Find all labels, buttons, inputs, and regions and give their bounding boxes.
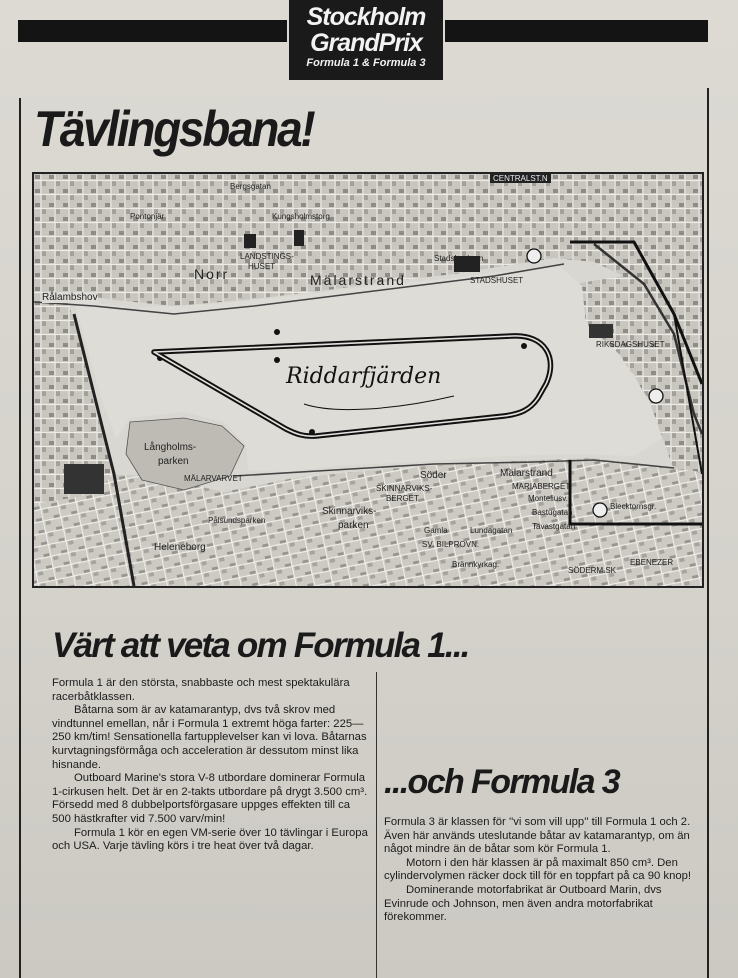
- map-label-sv-bilprovn: SV. BILPROVN.: [422, 540, 480, 549]
- stockholm-grandprix-logo: [287, 0, 445, 80]
- map-label-norr-malarstrand: Mälarstrand: [310, 272, 406, 288]
- map-label-centralstation: CENTRALST.N: [490, 174, 551, 183]
- f3-paragraph-1: Formula 3 är klassen för ''vi som vill upp'' till Formula 1 och 2. Även här används uteslutande båtar av katamarantyp, om än något mindre än de båtar som kör Formula 1.: [384, 816, 691, 856]
- map-label-stadshuset: STADSHUSET: [470, 276, 524, 285]
- section-body-formula1: [52, 677, 368, 854]
- course-buoy-2: [274, 357, 280, 363]
- map-label-lundagatan: Lundagatan: [470, 526, 513, 535]
- map-label-landstingshuset-2: HUSET: [248, 262, 276, 271]
- map-building-1: [244, 234, 256, 248]
- page-headline: Tävlingsbana!: [34, 101, 314, 157]
- map-marker-b2: [649, 389, 663, 403]
- map-label-ebenezer: EBENEZER: [630, 558, 674, 567]
- f1-paragraph-1: Formula 1 är den största, snabbaste och mest spektakulära racerbåtklassen.: [52, 677, 350, 703]
- course-buoy-1: [274, 329, 280, 335]
- map-label-skinnarviksberget-2: BERGET: [386, 494, 419, 503]
- map-label-tavastgatan: Tavastgatan: [532, 522, 576, 531]
- map-label-riddarfjarden: Riddarfjärden: [286, 364, 442, 389]
- f1-paragraph-2: Båtarna som är av katamarantyp, dvs två skrov med vindtunnel emellan, når i Formula 1 extremt höga farter: 225—250 km/tim! Sensationella fartupplevelser kan vi lova. Båtarnas kurvtagningsförmåga och acceleration är dessutom minst lika hisnande.: [52, 704, 367, 771]
- map-label-bastugatan: Bastugatan: [532, 508, 573, 517]
- map-label-landstingshuset-1: LANDSTINGS-: [240, 252, 294, 261]
- logo-line-2: GrandPrix: [310, 29, 422, 57]
- map-label-pontonjar: Pontonjär: [130, 212, 165, 221]
- map-label-parken: parken: [158, 456, 189, 467]
- section-body-formula3: [384, 816, 702, 925]
- map-building-east: [589, 324, 613, 338]
- map-label-soder-malarstrand: Mälarstrand: [500, 468, 553, 479]
- map-label-heleneborg: Heleneborg: [154, 542, 206, 553]
- map-building-2: [294, 230, 304, 246]
- course-buoy-5: [521, 343, 527, 349]
- map-label-kungsholmstorg: Kungsholmstorg: [272, 212, 330, 221]
- map-marker-b1: [527, 249, 541, 263]
- map-building-west: [64, 464, 104, 494]
- section-heading-formula1: Värt att veta om Formula 1...: [52, 626, 469, 665]
- map-label-langholms: Långholms-: [144, 442, 197, 453]
- map-label-mariaberget: MARIABERGET: [512, 482, 571, 491]
- map-label-soderm-sk: SÖDERM.SK: [568, 566, 617, 575]
- map-label-skinnarviksparken: parken: [338, 520, 369, 531]
- frame-line-left: [19, 98, 21, 978]
- map-label-skinnarviks: Skinnarviks-: [322, 506, 377, 517]
- map-label-gamla: Gamla: [424, 526, 448, 535]
- map-label-blecktornsgr: Blecktornsgr.: [610, 502, 657, 511]
- map-label-riksdagshuset: RIKSDAGSHUSET: [596, 340, 665, 349]
- map-label-norr: Norr: [194, 266, 230, 282]
- map-label-soder: Söder: [420, 470, 447, 481]
- section-heading-formula3: ...och Formula 3: [384, 763, 620, 801]
- map-label-bergsgatan: Bergsgatan: [230, 182, 271, 191]
- map-label-malarvarvet: MÄLARVARVET: [184, 474, 243, 483]
- map-label-monteliusv: Monteliusv.: [528, 494, 568, 503]
- f3-paragraph-3: Dominerande motorfabrikat är Outboard Marin, dvs Evinrude och Johnson, men även andra motorfabrikat förekommer.: [384, 883, 662, 924]
- map-label-palsundsparken: Pålsundsparken: [208, 516, 266, 525]
- f1-paragraph-4: Formula 1 kör en egen VM-serie över 10 tävlingar i Europa och USA. Varje tävling körs i tre heat över två dagar.: [52, 826, 368, 853]
- f3-paragraph-2: Motorn i den här klassen är på maximalt 850 cm³. Den cylindervolymen räcker dock till för en toppfart på ca 90 knop!: [384, 856, 692, 883]
- map-marker-b3: [593, 503, 607, 517]
- map-label-brannkyrkag: Brännkyrkag.: [452, 560, 500, 569]
- map-label-stadshusbron: Stadshusbron: [434, 254, 484, 263]
- column-divider: [376, 672, 377, 978]
- f1-paragraph-3: Outboard Marine's stora V-8 utbordare dominerar Formula 1-cirkusen helt. Det är en 2-takts utbordare på drygt 3.500 cm³. Försedd med 8 dubbelportsförgasare uppges effekten till ca 500 hästkrafter vid 7.500 varv/min!: [52, 772, 368, 825]
- logo-line-3: Formula 1 & Formula 3: [306, 57, 426, 69]
- logo-line-1: Stockholm: [306, 3, 426, 31]
- map-label-ralambshov: Rålambshov: [42, 292, 98, 303]
- map-label-skinnarviksberget-1: SKINNARVIKS-: [376, 484, 433, 493]
- frame-line-right: [707, 88, 709, 978]
